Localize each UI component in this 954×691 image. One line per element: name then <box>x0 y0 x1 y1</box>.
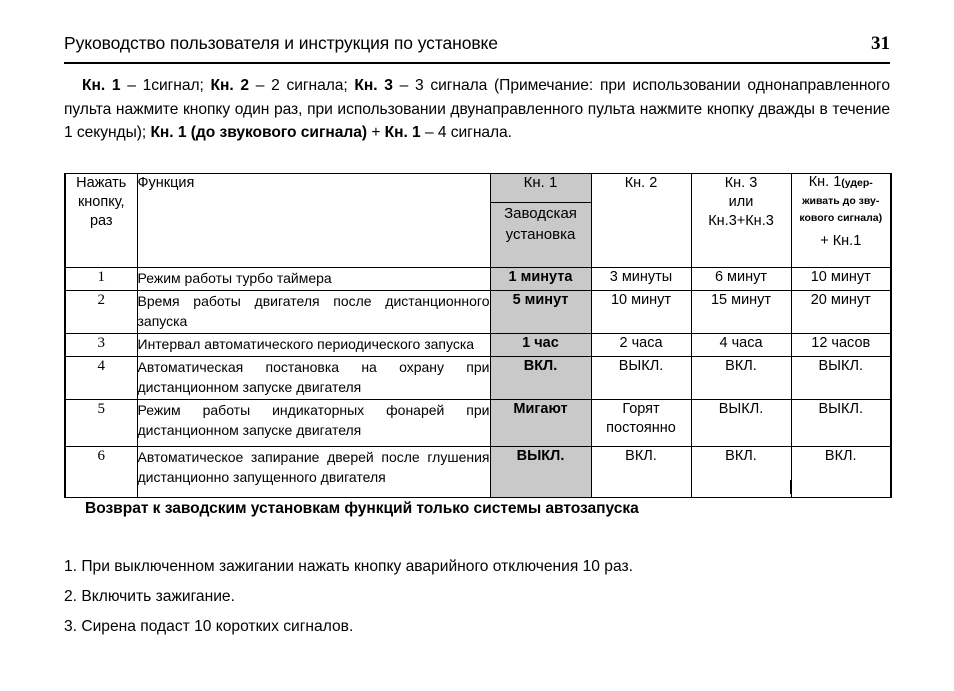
column-header-button3: Кн. 3 или Кн.3+Кн.3 <box>691 174 791 268</box>
reset-section-title: Возврат к заводским установкам функций только системы автозапуска <box>85 500 639 517</box>
header-divider <box>64 62 890 64</box>
cell-button3-value: ВКЛ. <box>691 447 791 498</box>
page-number: 31 <box>871 33 890 54</box>
cell-button3-value: ВЫКЛ. <box>691 400 791 447</box>
column-subheader-factory-setting: Заводская установка <box>490 203 591 268</box>
intro-emphasis: Кн. 1 (до звукового сигнала) <box>150 124 368 141</box>
column-header-button1: Кн. 1 <box>490 174 591 203</box>
list-item: 2. Включить зажигание. <box>64 588 235 605</box>
cell-button1-hold-value: ВЫКЛ. <box>791 400 891 447</box>
table-row <box>65 291 891 334</box>
function-settings-table-wrapper <box>64 173 890 498</box>
cell-button1-value: 1 минута <box>490 268 591 291</box>
table-row <box>65 400 891 447</box>
cell-button1-value: ВКЛ. <box>490 357 591 400</box>
cell-button2-value: ВКЛ. <box>591 447 691 498</box>
column-header-press-count: Нажать кнопку, раз <box>65 174 137 268</box>
intro-emphasis: Кн. 1 <box>384 124 421 141</box>
cell-button3-value: ВКЛ. <box>691 357 791 400</box>
table-row <box>65 334 891 357</box>
cell-press-count: 6 <box>65 447 137 498</box>
cell-button2-value: 3 минуты <box>591 268 691 291</box>
table-tail-tick <box>790 480 791 494</box>
table-header-row <box>65 174 891 203</box>
cell-function: Интервал автоматического периодического запуска <box>137 334 490 357</box>
table-row <box>65 447 891 498</box>
cell-press-count: 4 <box>65 357 137 400</box>
reset-steps-list <box>64 552 890 642</box>
cell-button1-value: Мигают <box>490 400 591 447</box>
cell-button2-value: Горят постоянно <box>591 400 691 447</box>
cell-button3-value: 6 минут <box>691 268 791 291</box>
cell-button1-hold-value: ВЫКЛ. <box>791 357 891 400</box>
list-item: 1. При выключенном зажигании нажать кнопку аварийного отключения 10 раз. <box>64 558 633 575</box>
cell-function: Автоматическая постановка на охрану при дистанционном запуске двигателя <box>137 357 490 400</box>
intro-emphasis: Кн. 3 <box>354 77 393 94</box>
intro-text: – 4 сигнала. <box>420 124 512 141</box>
intro-text: – 2 сигнала; <box>249 77 355 94</box>
cell-button2-value: 10 минут <box>591 291 691 334</box>
cell-button2-value: ВЫКЛ. <box>591 357 691 400</box>
page-header <box>64 33 890 55</box>
cell-button1-value: 5 минут <box>490 291 591 334</box>
cell-button1-hold-value: 12 часов <box>791 334 891 357</box>
table-row <box>65 357 891 400</box>
cell-function: Режим работы турбо таймера <box>137 268 490 291</box>
intro-text: – 3 сигнала (Примечание: при использовании однонаправленного пульта нажмите кнопку один раз, при использовании двунаправленного пульта нажмите кнопку дважды в течение 1 секунды); <box>64 77 890 141</box>
cell-button1-value: ВЫКЛ. <box>490 447 591 498</box>
cell-function: Автоматическое запирание дверей после глушения дистанционно запущенного двигателя <box>137 447 490 498</box>
function-settings-table <box>64 173 892 498</box>
cell-press-count: 5 <box>65 400 137 447</box>
intro-text: – 1сигнал; <box>120 77 211 94</box>
column-header-button1-hold: Кн. 1(удер- живать до зву- кового сигнала) + Кн.1 <box>791 174 891 268</box>
intro-text: + <box>367 124 385 141</box>
cell-button3-value: 4 часа <box>691 334 791 357</box>
cell-function: Время работы двигателя после дистанционного запуска <box>137 291 490 334</box>
cell-button1-value: 1 час <box>490 334 591 357</box>
page-header-title: Руководство пользователя и инструкция по установке <box>64 33 498 53</box>
column-header-button2: Кн. 2 <box>591 174 691 268</box>
cell-button1-hold-value: 10 минут <box>791 268 891 291</box>
cell-button1-hold-value: ВКЛ. <box>791 447 891 498</box>
table-row <box>65 268 891 291</box>
cell-press-count: 3 <box>65 334 137 357</box>
table-body <box>65 268 891 498</box>
cell-button3-value: 15 минут <box>691 291 791 334</box>
cell-button2-value: 2 часа <box>591 334 691 357</box>
cell-press-count: 2 <box>65 291 137 334</box>
intro-emphasis: Кн. 1 <box>82 77 121 94</box>
list-item: 3. Сирена подаст 10 коротких сигналов. <box>64 618 354 635</box>
cell-function: Режим работы индикаторных фонарей при дистанционном запуске двигателя <box>137 400 490 447</box>
cell-button1-hold-value: 20 минут <box>791 291 891 334</box>
cell-press-count: 1 <box>65 268 137 291</box>
intro-emphasis: Кн. 2 <box>210 77 250 94</box>
column-header-function: Функция <box>137 174 490 268</box>
signal-legend-paragraph <box>64 74 890 145</box>
